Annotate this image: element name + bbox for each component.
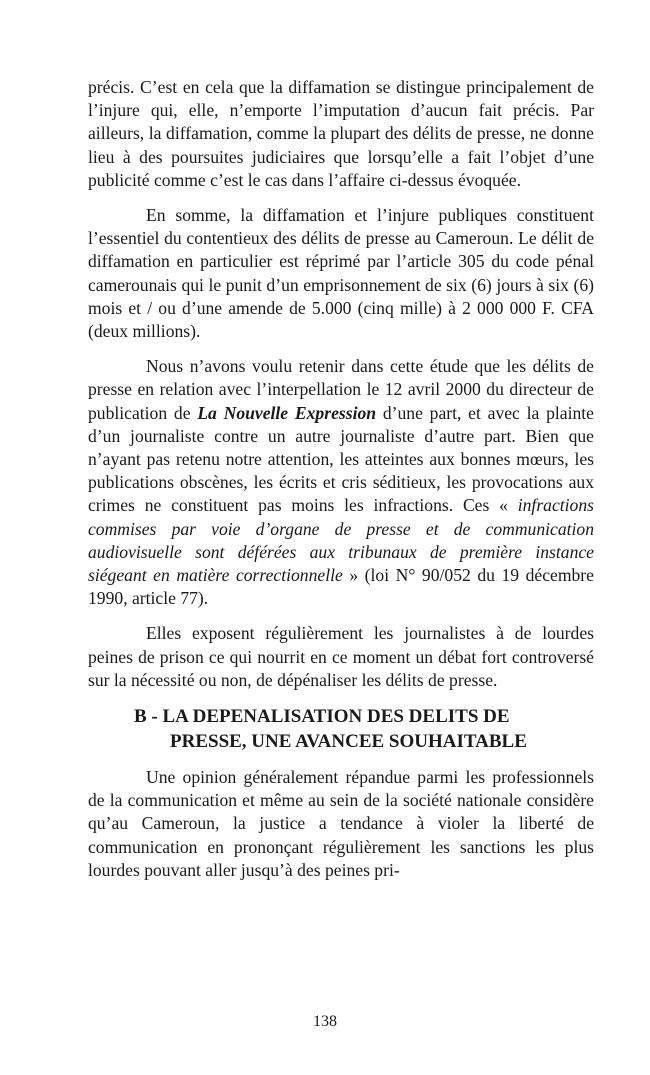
section-heading-line-2: PRESSE, UNE AVANCEE SOUHAITABLE [170,731,527,753]
section-heading [88,704,594,754]
paragraph-5 [88,766,594,882]
text-segment: précis. C’est en cela que la diffamation se distingue principalement de l’injure qui, elle, n’emporte l’imputation d’aucun fait précis. Par ailleurs, la diffamation, comme la plupart des délits de presse, ne donne lieu à des poursuites judiciaires que lorsqu’elle a fait l’objet d’une publicité comme c’est le cas dans l’affaire ci-dessus évoquée. [88,77,594,190]
paragraph-1 [88,76,594,192]
text-segment: Nous n’avons voulu retenir dans cette étude que les délits de presse en relation avec l’interpellation le 12 avril 2000 du directeur de publication de [88,356,594,423]
body-text [88,76,594,882]
page-number: 138 [313,1013,337,1030]
section-heading-line-1: B - LA DEPENALISATION DES DELITS DE [134,706,510,728]
paragraph-3 [88,355,594,610]
text-segment: infractions commises par voie d’organe de presse et de communication audiovisuelle sont déférées aux tribunaux de première instance siégeant en matière correctionnelle [88,495,594,586]
text-segment: d’une part, et avec la plainte d’un journaliste contre un autre journaliste d’autre part. Bien que n’ayant pas retenu notre attention, les atteintes aux bonnes mœurs, les publications obscènes, les écrits et cris séditieux, les provocations aux crimes ne constituent pas moins les infractions. Ces « [88,402,594,516]
text-segment: » (loi N° 90/052 du 19 décembre 1990, article 77). [88,565,594,609]
text-segment: La Nouvelle Expression [197,402,377,423]
text-segment: Elles exposent régulièrement les journalistes à de lourdes peines de prison ce qui nourrit en ce moment un débat fort controversé sur la nécessité ou non, de dépénaliser les délits de presse. [88,623,594,690]
text-segment: En somme, la diffamation et l’injure publiques constituent l’essentiel du contentieux des délits de presse au Cameroun. Le délit de diffamation en particulier est réprimé par l’article 305 du code pénal camerounais qui le punit d’un emprisonnement de six (6) jours à six (6) mois et / ou d’une amende de 5.000 (cinq mille) à 2 000 000 F. CFA (deux millions). [88,205,594,342]
paragraph-2 [88,204,594,343]
paragraph-4 [88,622,594,692]
text-segment: Une opinion généralement répandue parmi les professionnels de la communication et même au sein de la société nationale considère qu’au Cameroun, la justice a tendance à violer la liberté de communication en prononçant régulièrement les sanctions les plus lourdes pouvant aller jusqu’à des peines pri- [88,767,594,880]
